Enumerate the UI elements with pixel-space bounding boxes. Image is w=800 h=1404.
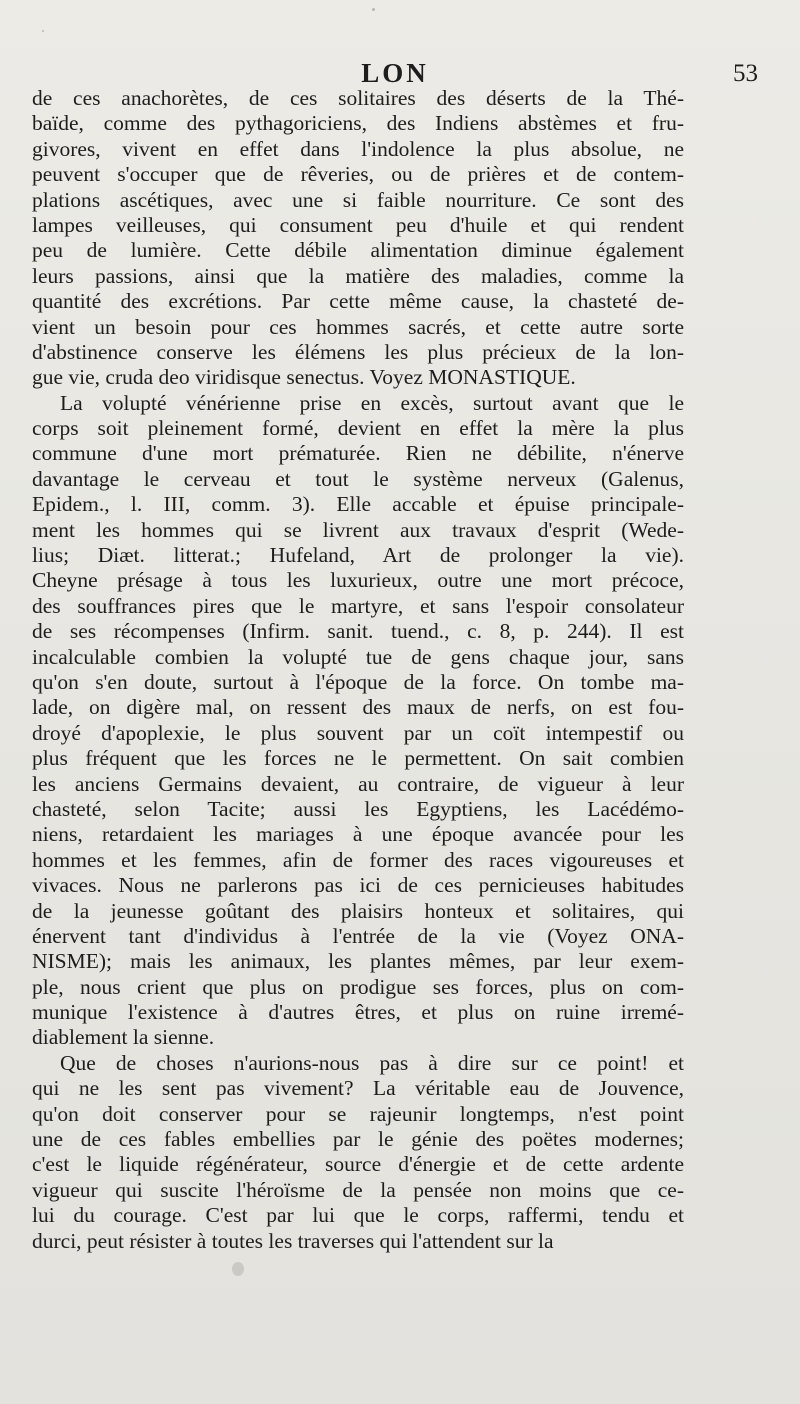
text-line: givores, vivent en effet dans l'indolence la plus absolue, ne	[32, 136, 684, 161]
text-line: une de ces fables embellies par le génie des poëtes modernes;	[32, 1127, 684, 1152]
text-line: de la jeunesse goûtant des plaisirs honteux et solitaires, qui	[32, 898, 684, 923]
text-line: Epidem., l. III, comm. 3). Elle accable et épuise principale-	[32, 492, 684, 517]
paragraph	[32, 391, 684, 1051]
text-body	[32, 86, 684, 1254]
text-line: lampes veilleuses, qui consument peu d'huile et qui rendent	[32, 212, 684, 237]
page-number: 53	[733, 60, 758, 87]
text-line: lade, on digère mal, on ressent des maux de nerfs, on est fou-	[32, 695, 684, 720]
paragraph	[32, 86, 684, 391]
paragraph	[32, 1051, 684, 1254]
text-line: baïde, comme des pythagoriciens, des Indiens abstèmes et fru-	[32, 111, 684, 136]
paper-speck	[232, 1262, 244, 1276]
text-line: NISME); mais les animaux, les plantes mêmes, par leur exem-	[32, 949, 684, 974]
text-line: diablement la sienne.	[32, 1025, 215, 1050]
text-line: Que de choses n'aurions-nous pas à dire sur ce point! et	[60, 1050, 684, 1075]
paper-speck	[372, 8, 375, 11]
text-line: plus fréquent que les forces ne le permettent. On sait combien	[32, 746, 684, 771]
text-line: d'abstinence conserve les élémens les plus précieux de la lon-	[32, 339, 684, 364]
text-line: les anciens Germains devaient, au contraire, de vigueur à leur	[32, 771, 684, 796]
text-line: c'est le liquide régénérateur, source d'énergie et de cette ardente	[32, 1152, 684, 1177]
text-line: lui du courage. C'est par lui que le corps, raffermi, tendu et	[32, 1203, 684, 1228]
text-line: de ces anachorètes, de ces solitaires des déserts de la Thé-	[32, 86, 684, 110]
text-line: hommes et les femmes, afin de former des races vigoureuses et	[32, 847, 684, 872]
text-line: leurs passions, ainsi que la matière des maladies, comme la	[32, 263, 684, 288]
running-title: LON	[361, 58, 429, 88]
text-line: davantage le cerveau et tout le système nerveux (Galenus,	[32, 466, 684, 491]
text-line: quantité des excrétions. Par cette même cause, la chasteté de-	[32, 289, 684, 314]
text-line: munique l'existence à d'autres êtres, et plus on ruine irremé-	[32, 1000, 684, 1025]
text-line: qu'on s'en doute, surtout à l'époque de la force. On tombe ma-	[32, 669, 684, 694]
text-line: vivaces. Nous ne parlerons pas ici de ces pernicieuses habitudes	[32, 873, 684, 898]
text-line: Cheyne présage à tous les luxurieux, outre une mort précoce,	[32, 568, 684, 593]
text-line: La volupté vénérienne prise en excès, surtout avant que le	[60, 390, 684, 415]
text-line: ple, nous crient que plus on prodigue ses forces, plus on com-	[32, 974, 684, 999]
text-line: incalculable combien la volupté tue de gens chaque jour, sans	[32, 644, 684, 669]
text-line: vigueur qui suscite l'héroïsme de la pensée non moins que ce-	[32, 1177, 684, 1202]
text-line: vient un besoin pour ces hommes sacrés, et cette autre sorte	[32, 314, 684, 339]
text-line: ment les hommes qui se livrent aux travaux d'esprit (Wede-	[32, 517, 684, 542]
text-line: gue vie, cruda deo viridisque senectus. Voyez MONASTIQUE.	[32, 365, 576, 390]
text-line: peuvent s'occuper que de rêveries, ou de prières et de contem-	[32, 162, 684, 187]
text-line: plations ascétiques, avec une si faible nourriture. Ce sont des	[32, 187, 684, 212]
text-line: droyé d'apoplexie, le plus souvent par un coït intempestif ou	[32, 720, 684, 745]
text-line: niens, retardaient les mariages à une époque avancée pour les	[32, 822, 684, 847]
text-line: de ses récompenses (Infirm. sanit. tuend., c. 8, p. 244). Il est	[32, 619, 684, 644]
text-line: lius; Diæt. litterat.; Hufeland, Art de prolonger la vie).	[32, 543, 684, 568]
text-line: chasteté, selon Tacite; aussi les Egyptiens, les Lacédémo-	[32, 796, 684, 821]
text-line: des souffrances pires que le martyre, et sans l'espoir consolateur	[32, 593, 684, 618]
text-line: commune d'une mort prématurée. Rien ne débilite, n'énerve	[32, 441, 684, 466]
paper-speck	[42, 30, 44, 32]
text-line: corps soit pleinement formé, devient en effet la mère la plus	[32, 416, 684, 441]
text-line: énervent tant d'individus à l'entrée de la vie (Voyez ONA-	[32, 923, 684, 948]
text-line: qu'on doit conserver pour se rajeunir longtemps, n'est point	[32, 1101, 684, 1126]
text-line: qui ne les sent pas vivement? La véritable eau de Jouvence,	[32, 1076, 684, 1101]
text-line: durci, peut résister à toutes les traverses qui l'attendent sur la	[32, 1228, 554, 1253]
text-line: peu de lumière. Cette débile alimentation diminue également	[32, 238, 684, 263]
